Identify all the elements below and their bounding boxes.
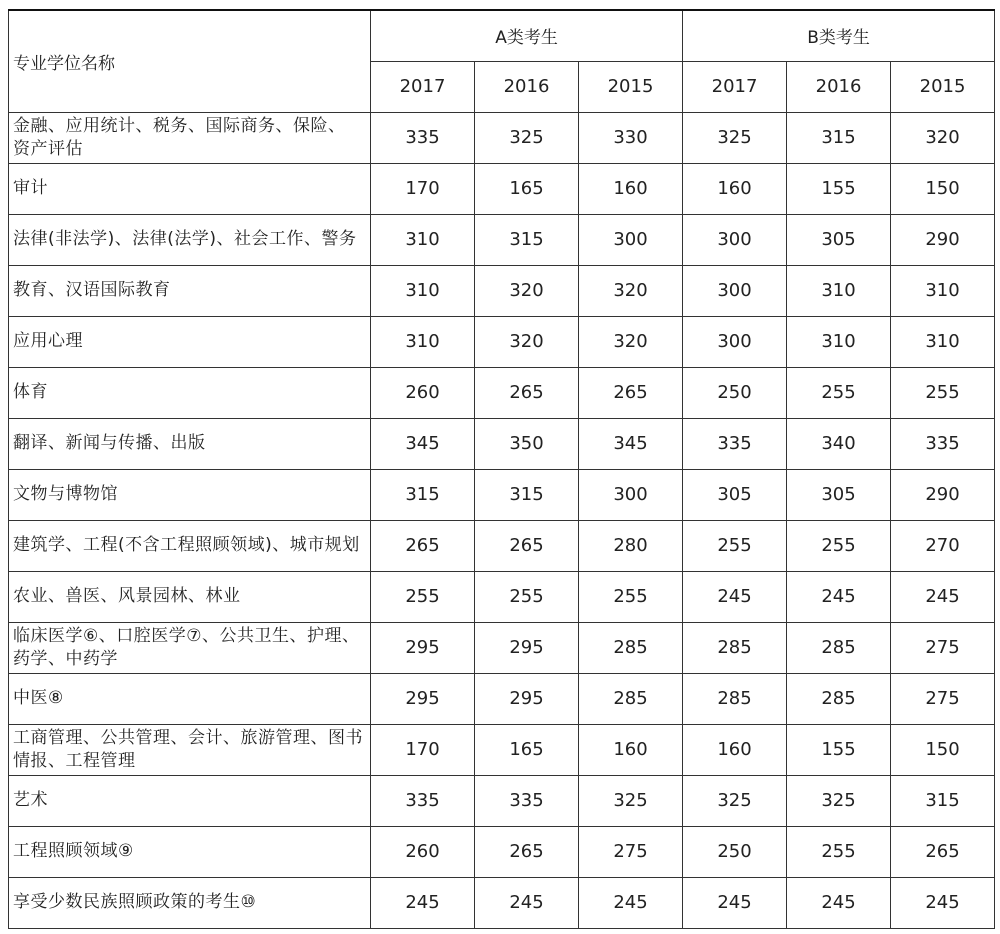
score-cell: 345 [371, 418, 475, 469]
degree-name-cell: 享受少数民族照顾政策的考生⑩ [9, 877, 371, 928]
score-cell: 310 [787, 316, 891, 367]
score-cell: 290 [891, 469, 995, 520]
score-cell: 285 [683, 622, 787, 673]
score-cell: 275 [891, 622, 995, 673]
score-cell: 335 [371, 112, 475, 163]
score-cell: 255 [475, 571, 579, 622]
score-cell: 320 [475, 265, 579, 316]
degree-name-cell: 临床医学⑥、口腔医学⑦、公共卫生、护理、 药学、中药学 [9, 622, 371, 673]
score-cell: 325 [683, 775, 787, 826]
score-cell: 250 [683, 367, 787, 418]
score-cell: 305 [787, 469, 891, 520]
score-cell: 320 [579, 265, 683, 316]
score-cell: 270 [891, 520, 995, 571]
score-cell: 285 [579, 673, 683, 724]
score-cell: 295 [371, 673, 475, 724]
score-cell: 310 [891, 265, 995, 316]
score-cell: 245 [579, 877, 683, 928]
degree-name-cell: 建筑学、工程(不含工程照顾领域)、城市规划 [9, 520, 371, 571]
score-cell: 245 [787, 571, 891, 622]
table-row [9, 775, 995, 826]
score-cell: 265 [371, 520, 475, 571]
score-cell: 320 [579, 316, 683, 367]
score-cell: 300 [683, 265, 787, 316]
table-row [9, 214, 995, 265]
score-cell: 265 [475, 826, 579, 877]
degree-name-cell: 艺术 [9, 775, 371, 826]
table-row [9, 316, 995, 367]
table-body [9, 112, 995, 928]
score-cell: 320 [891, 112, 995, 163]
score-cell: 285 [579, 622, 683, 673]
score-cell: 320 [475, 316, 579, 367]
score-cell: 325 [475, 112, 579, 163]
score-cell: 245 [891, 571, 995, 622]
score-cell: 160 [579, 163, 683, 214]
score-cell: 335 [475, 775, 579, 826]
table-row [9, 163, 995, 214]
year-header-a-2016: 2016 [475, 61, 579, 112]
year-header-a-2017: 2017 [371, 61, 475, 112]
score-cell: 350 [475, 418, 579, 469]
table-row [9, 571, 995, 622]
degree-name-cell: 体育 [9, 367, 371, 418]
score-cell: 155 [787, 163, 891, 214]
score-cell: 165 [475, 724, 579, 775]
score-cell: 310 [787, 265, 891, 316]
score-cell: 315 [891, 775, 995, 826]
column-group-a: A类考生 [371, 10, 683, 61]
degree-name-cell: 文物与博物馆 [9, 469, 371, 520]
score-cell: 300 [683, 214, 787, 265]
score-cell: 300 [579, 469, 683, 520]
table-row [9, 673, 995, 724]
score-cell: 245 [683, 571, 787, 622]
year-header-b-2015: 2015 [891, 61, 995, 112]
score-cell: 315 [787, 112, 891, 163]
score-cell: 310 [371, 316, 475, 367]
table-row [9, 112, 995, 163]
year-header-b-2017: 2017 [683, 61, 787, 112]
score-cell: 150 [891, 724, 995, 775]
score-cell: 160 [683, 724, 787, 775]
score-cell: 335 [371, 775, 475, 826]
header-row-groups [9, 10, 995, 61]
table-row [9, 265, 995, 316]
score-cell: 285 [787, 673, 891, 724]
score-cell: 245 [787, 877, 891, 928]
score-cell: 265 [475, 520, 579, 571]
score-cell: 310 [371, 265, 475, 316]
score-cell: 340 [787, 418, 891, 469]
score-cell: 255 [891, 367, 995, 418]
score-cell: 245 [475, 877, 579, 928]
score-cell: 155 [787, 724, 891, 775]
score-cell: 245 [891, 877, 995, 928]
score-cell: 255 [787, 826, 891, 877]
score-cell: 265 [891, 826, 995, 877]
score-cell: 345 [579, 418, 683, 469]
score-cell: 305 [787, 214, 891, 265]
score-cell: 300 [683, 316, 787, 367]
score-cell: 250 [683, 826, 787, 877]
score-cell: 170 [371, 724, 475, 775]
score-cell: 275 [891, 673, 995, 724]
score-cell: 285 [683, 673, 787, 724]
year-header-a-2015: 2015 [579, 61, 683, 112]
table-row [9, 724, 995, 775]
score-cell: 315 [371, 469, 475, 520]
degree-name-cell: 翻译、新闻与传播、出版 [9, 418, 371, 469]
score-cell: 260 [371, 367, 475, 418]
score-cell: 255 [579, 571, 683, 622]
score-cell: 310 [371, 214, 475, 265]
table-row [9, 469, 995, 520]
score-cell: 295 [475, 673, 579, 724]
degree-name-cell: 应用心理 [9, 316, 371, 367]
degree-name-cell: 工商管理、公共管理、会计、旅游管理、图书情报、工程管理 [9, 724, 371, 775]
score-cell: 165 [475, 163, 579, 214]
column-group-b: B类考生 [683, 10, 995, 61]
degree-name-cell: 工程照顾领域⑨ [9, 826, 371, 877]
degree-name-cell: 审计 [9, 163, 371, 214]
score-cell: 295 [371, 622, 475, 673]
score-cell: 295 [475, 622, 579, 673]
score-cell: 245 [371, 877, 475, 928]
score-cell: 315 [475, 469, 579, 520]
score-cell: 335 [891, 418, 995, 469]
score-cell: 255 [683, 520, 787, 571]
score-cell: 150 [891, 163, 995, 214]
score-cell: 325 [787, 775, 891, 826]
year-header-b-2016: 2016 [787, 61, 891, 112]
table-row [9, 826, 995, 877]
table-row [9, 877, 995, 928]
degree-name-cell: 金融、应用统计、税务、国际商务、保险、 资产评估 [9, 112, 371, 163]
table-row [9, 622, 995, 673]
degree-name-cell: 中医⑧ [9, 673, 371, 724]
table-row [9, 520, 995, 571]
column-header-degree-name: 专业学位名称 [9, 10, 371, 112]
degree-name-cell: 法律(非法学)、法律(法学)、社会工作、警务 [9, 214, 371, 265]
score-cell: 310 [891, 316, 995, 367]
score-cell: 285 [787, 622, 891, 673]
degree-name-cell: 农业、兽医、风景园林、林业 [9, 571, 371, 622]
degree-name-cell: 教育、汉语国际教育 [9, 265, 371, 316]
score-cell: 290 [891, 214, 995, 265]
score-cell: 280 [579, 520, 683, 571]
score-table-container [8, 9, 994, 927]
table-row [9, 418, 995, 469]
score-cell: 265 [579, 367, 683, 418]
score-cell: 255 [371, 571, 475, 622]
score-cell: 325 [579, 775, 683, 826]
score-cell: 335 [683, 418, 787, 469]
score-cell: 170 [371, 163, 475, 214]
score-cell: 330 [579, 112, 683, 163]
score-cell: 275 [579, 826, 683, 877]
score-cell: 300 [579, 214, 683, 265]
score-cell: 265 [475, 367, 579, 418]
score-cell: 160 [579, 724, 683, 775]
score-cell: 260 [371, 826, 475, 877]
score-cell: 305 [683, 469, 787, 520]
score-cell: 245 [683, 877, 787, 928]
score-cell: 255 [787, 367, 891, 418]
score-cell: 160 [683, 163, 787, 214]
score-table [8, 9, 995, 929]
score-cell: 255 [787, 520, 891, 571]
score-cell: 325 [683, 112, 787, 163]
table-row [9, 367, 995, 418]
score-cell: 315 [475, 214, 579, 265]
